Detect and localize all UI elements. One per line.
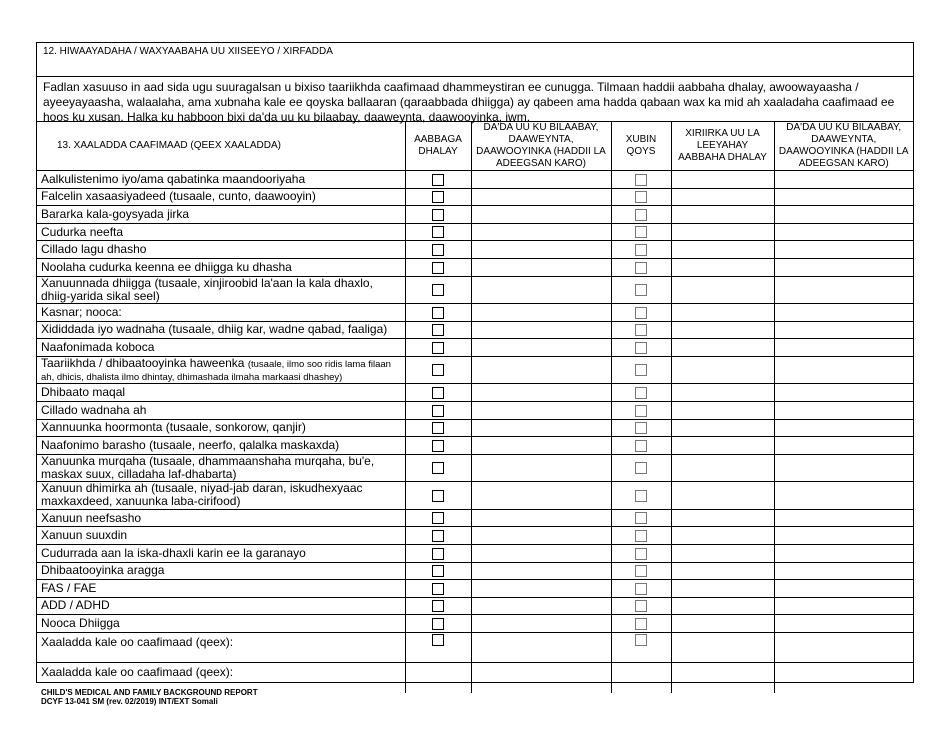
birth-father-checkbox[interactable] — [432, 209, 444, 221]
family-member-cell — [611, 241, 671, 259]
father-age-onset-field[interactable] — [471, 437, 611, 455]
table-row — [37, 339, 913, 357]
relationship-field[interactable] — [671, 304, 774, 322]
condition-label — [37, 276, 405, 304]
condition-label — [37, 509, 405, 527]
medical-conditions-table — [37, 121, 913, 693]
table-row — [37, 321, 913, 339]
instructions-text: Fadlan xasuuso in aad sida ugu suuragalsan u bixiso taariikhda caafimaad dhammeystiran ee cunugga. Tilmaan haddii aabbaha dhalay, awoowayaasha / ayeeyayaasha, walaalaha, ama xubnaha kale ee qoyska ballaaran (qaraabbada dhiigga) ay qabeen ama hadda qabaan wax ka mid ah xaaladaha caafimaad ee hoos ku xusan. Halka ku habboon bixi da'da uu ku bilaabay, daaweynta, daawooyinka, iwm. — [43, 80, 895, 124]
father-age-onset-field[interactable] — [471, 663, 611, 694]
table-row — [37, 258, 913, 276]
family-member-cell — [611, 482, 671, 510]
member-age-onset-field[interactable] — [774, 384, 913, 402]
birth-father-checkbox[interactable] — [432, 583, 444, 595]
relationship-field[interactable] — [671, 241, 774, 259]
family-member-checkbox[interactable] — [635, 548, 647, 560]
member-age-onset-field[interactable] — [774, 304, 913, 322]
relationship-field[interactable] — [671, 482, 774, 510]
relationship-field[interactable] — [671, 356, 774, 384]
family-member-cell — [611, 419, 671, 437]
family-member-checkbox[interactable] — [635, 634, 647, 646]
birth-father-checkbox[interactable] — [432, 548, 444, 560]
family-member-cell — [611, 615, 671, 633]
relationship-field[interactable] — [671, 339, 774, 357]
relationship-field[interactable] — [671, 223, 774, 241]
family-member-cell — [611, 509, 671, 527]
member-age-onset-field[interactable] — [774, 356, 913, 384]
condition-text: Xannuunka hoormonta (tusaale, sonkorow, qanjir) — [41, 420, 306, 435]
family-member-cell — [611, 188, 671, 206]
condition-label — [37, 632, 405, 663]
condition-label — [37, 454, 405, 482]
birth-father-checkbox[interactable] — [432, 634, 444, 646]
family-member-checkbox[interactable] — [635, 440, 647, 452]
relationship-field[interactable] — [671, 321, 774, 339]
birth-father-cell — [405, 321, 471, 339]
condition-text: Naafonimo barasho (tusaale, neerfo, qalalka maskaxda) — [41, 437, 340, 452]
member-age-onset-field[interactable] — [774, 509, 913, 527]
relationship-field[interactable] — [671, 384, 774, 402]
family-member-checkbox[interactable] — [635, 583, 647, 595]
relationship-field[interactable] — [671, 562, 774, 580]
birth-father-cell — [405, 482, 471, 510]
family-member-checkbox[interactable] — [635, 600, 647, 612]
father-age-onset-field[interactable] — [471, 304, 611, 322]
family-member-checkbox[interactable] — [635, 422, 647, 434]
family-member-checkbox[interactable] — [635, 307, 647, 319]
footer-form-title: CHILD'S MEDICAL AND FAMILY BACKGROUND REPORT — [41, 688, 258, 697]
condition-text: ADD / ADHD — [41, 598, 110, 613]
relationship-field[interactable] — [671, 615, 774, 633]
table-row — [37, 401, 913, 419]
family-member-cell — [611, 206, 671, 224]
condition-text: Xaaladda kale oo caafimaad (qeex): — [41, 665, 234, 680]
table-row — [37, 562, 913, 580]
condition-label — [37, 419, 405, 437]
condition-text: Naafonimada koboca — [41, 340, 155, 355]
header-age-onset-father: DA'DA UU KU BILAABAY, DAAWEYNTA, DAAWOOYINKA (HADDII LA ADEEGSAN KARO) — [471, 122, 611, 171]
birth-father-cell — [405, 258, 471, 276]
member-age-onset-field[interactable] — [774, 597, 913, 615]
condition-text: Cudurrada aan la iska-dhaxli karin ee la garanayo — [41, 545, 306, 560]
family-member-cell — [611, 304, 671, 322]
footer-form-number: DCYF 13-041 SM (rev. 02/2019) INT/EXT Somali — [41, 697, 218, 706]
father-age-onset-field[interactable] — [471, 188, 611, 206]
header-family-member: XUBIN QOYS — [611, 122, 671, 171]
condition-label — [37, 321, 405, 339]
condition-text: Dhibaatooyinka aragga — [41, 563, 165, 578]
father-age-onset-field[interactable] — [471, 597, 611, 615]
family-member-cell — [611, 597, 671, 615]
table-row — [37, 615, 913, 633]
father-age-onset-field[interactable] — [471, 527, 611, 545]
birth-father-checkbox[interactable] — [432, 262, 444, 274]
family-member-cell — [611, 276, 671, 304]
relationship-field[interactable] — [671, 597, 774, 615]
condition-text: Noolaha cudurka keenna ee dhiigga ku dhasha — [41, 259, 292, 274]
condition-label — [37, 171, 405, 189]
birth-father-cell — [405, 304, 471, 322]
birth-father-cell — [405, 241, 471, 259]
birth-father-checkbox[interactable] — [432, 512, 444, 524]
member-age-onset-field[interactable] — [774, 171, 913, 189]
birth-father-cell — [405, 562, 471, 580]
table-row — [37, 597, 913, 615]
father-age-onset-field[interactable] — [471, 562, 611, 580]
member-age-onset-field[interactable] — [774, 454, 913, 482]
condition-text: Nooca Dhiigga — [41, 616, 120, 631]
birth-father-checkbox[interactable] — [432, 244, 444, 256]
form-footer — [41, 688, 258, 706]
table-row — [37, 527, 913, 545]
family-member-cell — [611, 580, 671, 598]
condition-label — [37, 482, 405, 510]
family-member-checkbox[interactable] — [635, 324, 647, 336]
family-member-cell — [611, 321, 671, 339]
family-member-checkbox[interactable] — [635, 565, 647, 577]
family-member-cell — [611, 339, 671, 357]
father-age-onset-field[interactable] — [471, 509, 611, 527]
member-age-onset-field[interactable] — [774, 437, 913, 455]
birth-father-cell — [405, 632, 471, 663]
father-age-onset-field[interactable] — [471, 241, 611, 259]
birth-father-checkbox[interactable] — [432, 191, 444, 203]
member-age-onset-field[interactable] — [774, 527, 913, 545]
birth-father-checkbox[interactable] — [432, 440, 444, 452]
table-row — [37, 580, 913, 598]
birth-father-cell — [405, 509, 471, 527]
family-member-checkbox[interactable] — [635, 512, 647, 524]
condition-text: Xaaladda kale oo caafimaad (qeex): — [41, 634, 234, 649]
condition-text: Xanuunnada dhiigga (tusaale, xinjiroobid la'aan la kala dhaxlo, dhiig-yarida sikal seel) — [41, 275, 373, 303]
member-age-onset-field[interactable] — [774, 663, 913, 694]
birth-father-cell — [405, 437, 471, 455]
family-member-cell — [611, 527, 671, 545]
condition-text: Falcelin xasaasiyadeed (tusaale, cunto, daawooyin) — [41, 189, 316, 204]
family-member-checkbox[interactable] — [635, 387, 647, 399]
condition-text: FAS / FAE — [41, 580, 97, 595]
condition-label — [37, 597, 405, 615]
father-age-onset-field[interactable] — [471, 206, 611, 224]
birth-father-checkbox[interactable] — [432, 387, 444, 399]
condition-label — [37, 562, 405, 580]
birth-father-checkbox[interactable] — [432, 226, 444, 238]
father-age-onset-field[interactable] — [471, 223, 611, 241]
birth-father-checkbox[interactable] — [432, 422, 444, 434]
father-age-onset-field[interactable] — [471, 544, 611, 562]
family-member-cell — [611, 356, 671, 384]
header-birth-father: AABBAGA DHALAY — [405, 122, 471, 171]
father-age-onset-field[interactable] — [471, 171, 611, 189]
relationship-field[interactable] — [671, 419, 774, 437]
family-member-checkbox[interactable] — [635, 244, 647, 256]
member-age-onset-field[interactable] — [774, 276, 913, 304]
table-row — [37, 171, 913, 189]
condition-text: Dhibaato maqal — [41, 385, 126, 400]
table-row — [37, 356, 913, 384]
father-age-onset-field[interactable] — [471, 384, 611, 402]
table-row — [37, 206, 913, 224]
father-age-onset-field[interactable] — [471, 276, 611, 304]
family-member-checkbox[interactable] — [635, 405, 647, 417]
header-relationship: XIRIIRKA UU LA LEEYAHAY AABBAHA DHALAY — [671, 122, 774, 171]
family-member-checkbox[interactable] — [635, 342, 647, 354]
table-row — [37, 632, 913, 663]
relationship-field[interactable] — [671, 437, 774, 455]
condition-text: Kasnar; nooca: — [41, 304, 122, 319]
family-member-cell — [611, 401, 671, 419]
relationship-field[interactable] — [671, 632, 774, 663]
member-age-onset-field[interactable] — [774, 401, 913, 419]
birth-father-cell — [405, 206, 471, 224]
father-age-onset-field[interactable] — [471, 632, 611, 663]
relationship-field[interactable] — [671, 454, 774, 482]
member-age-onset-field[interactable] — [774, 188, 913, 206]
father-age-onset-field[interactable] — [471, 321, 611, 339]
birth-father-checkbox[interactable] — [432, 405, 444, 417]
member-age-onset-field[interactable] — [774, 632, 913, 663]
family-member-checkbox[interactable] — [635, 226, 647, 238]
condition-text: Xanuunka murqaha (tusaale, dhammaanshaha murqaha, bu'e, maskax suux, cilladaha laf-dhabarta) — [41, 453, 375, 481]
table-row — [37, 454, 913, 482]
birth-father-cell — [405, 171, 471, 189]
family-member-cell — [611, 437, 671, 455]
family-member-cell — [611, 223, 671, 241]
condition-text: Xanuun neefsasho — [41, 510, 142, 525]
birth-father-checkbox[interactable] — [432, 342, 444, 354]
condition-label — [37, 356, 405, 384]
section-title-hobbies: 12. HIWAAYADAHA / WAXYAABAHA UU XIISEEYO / XIRFADDA — [37, 43, 913, 77]
member-age-onset-field[interactable] — [774, 258, 913, 276]
table-row — [37, 304, 913, 322]
condition-label — [37, 304, 405, 322]
relationship-field[interactable] — [671, 188, 774, 206]
birth-father-cell — [405, 339, 471, 357]
family-member-checkbox[interactable] — [635, 462, 647, 474]
father-age-onset-field[interactable] — [471, 615, 611, 633]
member-age-onset-field[interactable] — [774, 339, 913, 357]
birth-father-cell — [405, 384, 471, 402]
condition-text: Xanuun suuxdin — [41, 528, 128, 543]
table-row — [37, 509, 913, 527]
table-row — [37, 276, 913, 304]
member-age-onset-field[interactable] — [774, 482, 913, 510]
birth-father-checkbox[interactable] — [432, 600, 444, 612]
condition-text: Taariikhda / dhibaatooyinka haweenka — [41, 356, 245, 371]
birth-father-cell — [405, 615, 471, 633]
condition-label — [37, 339, 405, 357]
family-member-checkbox[interactable] — [635, 191, 647, 203]
father-age-onset-field[interactable] — [471, 419, 611, 437]
condition-text: Cudurka neefta — [41, 224, 124, 239]
birth-father-cell — [405, 356, 471, 384]
member-age-onset-field[interactable] — [774, 562, 913, 580]
family-member-cell — [611, 544, 671, 562]
condition-text: Bararka kala-goysyada jirka — [41, 206, 190, 221]
family-member-checkbox[interactable] — [635, 174, 647, 186]
family-member-cell — [611, 562, 671, 580]
birth-father-checkbox[interactable] — [432, 307, 444, 319]
relationship-field[interactable] — [671, 509, 774, 527]
member-age-onset-field[interactable] — [774, 615, 913, 633]
father-age-onset-field[interactable] — [471, 401, 611, 419]
birth-father-cell — [405, 419, 471, 437]
header-age-onset-member: DA'DA UU KU BILAABAY, DAAWEYNTA, DAAWOOYINKA (HADDII LA ADEEGSAN KARO) — [774, 122, 913, 171]
condition-label — [37, 223, 405, 241]
birth-father-checkbox[interactable] — [432, 490, 444, 502]
table-row — [37, 384, 913, 402]
father-age-onset-field[interactable] — [471, 482, 611, 510]
relationship-field[interactable] — [671, 544, 774, 562]
birth-father-cell — [405, 597, 471, 615]
family-member-cell — [611, 171, 671, 189]
condition-label — [37, 384, 405, 402]
condition-label — [37, 580, 405, 598]
condition-note: (tusaale, ilmo soo ridis lama filaan ah, dhicis, dhalista ilmo dhintay, dhimashada ilmaha markaasi dhashey) — [41, 359, 391, 384]
family-member-cell — [611, 632, 671, 663]
member-age-onset-field[interactable] — [774, 241, 913, 259]
table-row — [37, 241, 913, 259]
condition-label — [37, 258, 405, 276]
member-age-onset-field[interactable] — [774, 223, 913, 241]
condition-label — [37, 615, 405, 633]
family-member-checkbox[interactable] — [635, 530, 647, 542]
family-member-cell — [611, 384, 671, 402]
birth-father-checkbox[interactable] — [432, 324, 444, 336]
table-row — [37, 544, 913, 562]
table-row — [37, 419, 913, 437]
birth-father-checkbox[interactable] — [432, 618, 444, 630]
condition-text: Aalkulistenimo iyo/ama qabatinka maandooriyaha — [41, 171, 306, 186]
birth-father-checkbox[interactable] — [432, 174, 444, 186]
birth-father-checkbox[interactable] — [432, 565, 444, 577]
birth-father-cell — [405, 663, 471, 694]
table-header-row — [37, 122, 913, 171]
table-row — [37, 223, 913, 241]
birth-father-cell — [405, 188, 471, 206]
birth-father-checkbox[interactable] — [432, 530, 444, 542]
father-age-onset-field[interactable] — [471, 580, 611, 598]
relationship-field[interactable] — [671, 663, 774, 694]
family-member-cell — [611, 258, 671, 276]
member-age-onset-field[interactable] — [774, 544, 913, 562]
birth-father-checkbox[interactable] — [432, 364, 444, 376]
condition-label — [37, 437, 405, 455]
condition-label — [37, 401, 405, 419]
relationship-field[interactable] — [671, 527, 774, 545]
birth-father-cell — [405, 580, 471, 598]
birth-father-cell — [405, 401, 471, 419]
birth-father-cell — [405, 276, 471, 304]
family-member-cell — [611, 663, 671, 694]
father-age-onset-field[interactable] — [471, 356, 611, 384]
condition-text: Xanuun dhimirka ah (tusaale, niyad-jab daran, iskudhexyaac maxkaxdeed, xanuunka laba-cirifood) — [41, 481, 363, 509]
family-member-cell — [611, 454, 671, 482]
member-age-onset-field[interactable] — [774, 321, 913, 339]
table-row — [37, 482, 913, 510]
family-member-checkbox[interactable] — [635, 364, 647, 376]
condition-text: Cillado wadnaha ah — [41, 402, 147, 417]
header-condition: 13. XAALADDA CAAFIMAAD (QEEX XAALADDA) — [37, 122, 405, 171]
birth-father-cell — [405, 223, 471, 241]
family-member-checkbox[interactable] — [635, 262, 647, 274]
family-member-checkbox[interactable] — [635, 209, 647, 221]
relationship-field[interactable] — [671, 258, 774, 276]
member-age-onset-field[interactable] — [774, 419, 913, 437]
member-age-onset-field[interactable] — [774, 580, 913, 598]
table-row — [37, 188, 913, 206]
condition-text: Xididdada iyo wadnaha (tusaale, dhiig kar, wadne qabad, faaliga) — [41, 322, 388, 337]
father-age-onset-field[interactable] — [471, 258, 611, 276]
table-body — [37, 171, 913, 694]
birth-father-cell — [405, 544, 471, 562]
condition-label — [37, 527, 405, 545]
relationship-field[interactable] — [671, 276, 774, 304]
member-age-onset-field[interactable] — [774, 206, 913, 224]
birth-father-cell — [405, 527, 471, 545]
form-frame — [36, 42, 914, 683]
relationship-field[interactable] — [671, 171, 774, 189]
birth-father-checkbox[interactable] — [432, 462, 444, 474]
relationship-field[interactable] — [671, 580, 774, 598]
condition-label — [37, 544, 405, 562]
birth-father-checkbox[interactable] — [432, 284, 444, 296]
birth-father-cell — [405, 454, 471, 482]
family-member-checkbox[interactable] — [635, 284, 647, 296]
father-age-onset-field[interactable] — [471, 454, 611, 482]
relationship-field[interactable] — [671, 401, 774, 419]
condition-label — [37, 241, 405, 259]
condition-label — [37, 188, 405, 206]
family-member-checkbox[interactable] — [635, 490, 647, 502]
condition-text: Cillado lagu dhasho — [41, 242, 147, 257]
family-member-checkbox[interactable] — [635, 618, 647, 630]
table-row — [37, 437, 913, 455]
relationship-field[interactable] — [671, 206, 774, 224]
condition-label — [37, 206, 405, 224]
father-age-onset-field[interactable] — [471, 339, 611, 357]
